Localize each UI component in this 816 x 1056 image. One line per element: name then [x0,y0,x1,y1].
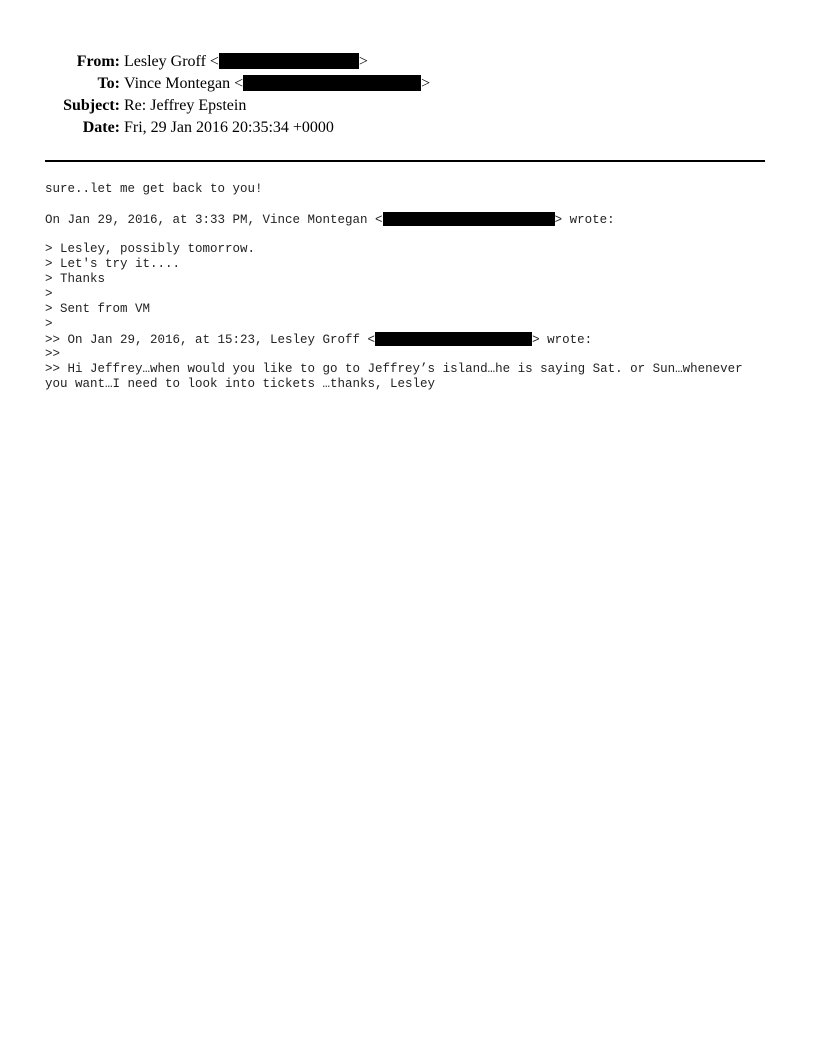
nested-quote-attribution [45,332,785,347]
from-close: > [358,53,368,70]
quoted-line: > Sent from VM [45,302,151,316]
quote-attribution-suffix: > wrote: [554,213,615,227]
date-label: Date: [82,119,120,136]
nested-attribution-suffix: > wrote: [532,333,593,347]
subject-row [0,95,816,117]
email-body [45,182,785,392]
header-divider [45,160,765,162]
blank-line [45,227,785,242]
from-row [0,51,816,73]
quoted-line: > [45,317,53,331]
to-close: > [421,75,431,92]
redaction-bar [219,53,359,69]
nested-quoted-line: >> Hi Jeffrey…when would you like to go to Jeffrey’s island…he is saying Sat. or Sun…whenever [45,362,743,376]
redaction-bar [243,75,421,91]
quoted-line: > Let's try it.... [45,257,181,271]
from-label: From: [76,53,120,70]
nested-quoted-line: >> [45,347,61,361]
quoted-line: > [45,287,53,301]
blank-line [45,197,785,212]
nested-quoted-line: you want…I need to look into tickets …thanks, Lesley [45,377,436,391]
redaction-bar [375,332,532,346]
nested-attribution-prefix: >> On Jan 29, 2016, at 15:23, Lesley Groff < [45,333,376,347]
from-value [124,51,368,73]
to-value [124,73,430,95]
quote-attribution [45,212,785,227]
to-name: Vince Montegan < [124,75,244,92]
quote-attribution-prefix: On Jan 29, 2016, at 3:33 PM, Vince Montegan < [45,213,383,227]
email-header [0,51,816,139]
date-row [0,117,816,139]
from-name: Lesley Groff < [124,53,219,70]
reply-text: sure..let me get back to you! [45,182,263,196]
redaction-bar [383,212,555,226]
to-row [0,73,816,95]
quoted-line: > Lesley, possibly tomorrow. [45,242,256,256]
subject-value: Re: Jeffrey Epstein [124,97,247,114]
date-value: Fri, 29 Jan 2016 20:35:34 +0000 [124,119,334,136]
subject-label: Subject: [63,97,120,114]
quoted-line: > Thanks [45,272,106,286]
to-label: To: [97,75,120,92]
